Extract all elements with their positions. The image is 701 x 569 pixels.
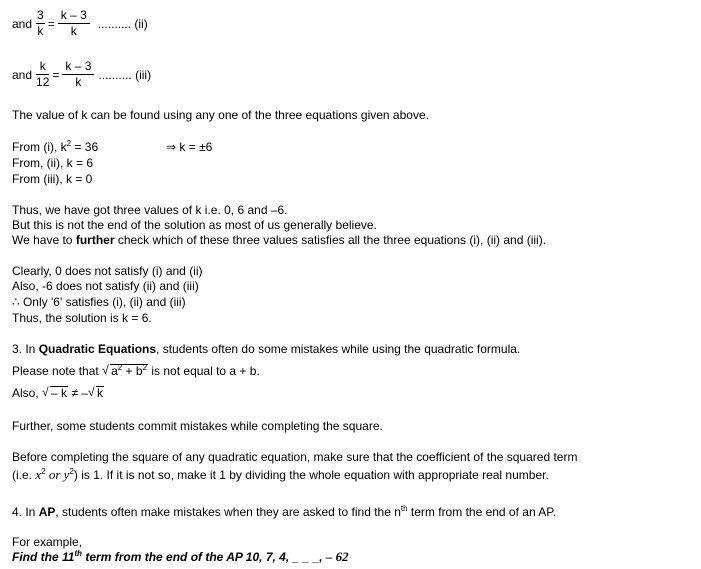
fraction-rhs: $\frac{k - 3}{k}$: [58, 8, 90, 39]
square-root: √ k: [87, 385, 103, 400]
square-root: √ $a^2 + b^2$: [102, 363, 148, 378]
section-3-heading: 3. In Quadratic Equations, students often do some mistakes while using the quadratic formula.: [12, 342, 521, 356]
section-4-heading: 4. In AP, students often make mistakes when they are asked to find the $n^{th}$ term from the end of an AP.: [12, 504, 557, 519]
therefore-line: ∴ Only '6' satisfies (i), (ii) and (iii): [12, 295, 186, 309]
paragraph-further-check: We have to further check which of these three values satisfies all the three equations (i), (ii) and (iii).: [12, 233, 547, 247]
before-completing-line: Before completing the square of any quadratic equation, make sure that the coefficient of the squared term: [12, 450, 578, 464]
equation-iii: [12, 59, 151, 90]
implies-result: ⇒ k = ±6: [166, 140, 213, 154]
paragraph-value-of-k: The value of k can be found using any one of the three equations given above.: [12, 108, 429, 122]
fraction-rhs: $\frac{k - 3}{k}$: [62, 59, 94, 90]
also-line: Also, -6 does not satisfy (ii) and (iii): [12, 279, 199, 293]
equation-ii: [12, 8, 148, 39]
therefore-symbol: ∴: [12, 295, 20, 309]
please-note-line: Please note that √ $a^2 + b^2$ is not equal to a + b.: [12, 363, 260, 378]
fraction-lhs: $\frac{3}{k}$: [37, 8, 44, 38]
for-example-line: For example,: [12, 535, 83, 549]
paragraph-three-values: Thus, we have got three values of k i.e. 0, 6 and –6.: [12, 203, 288, 217]
coefficient-line: (i.e. $x^2$ or $y^2$) is 1. If it is not so, make it 1 by dividing the whole equation with appropriate real number.: [12, 467, 549, 482]
square-root: √ – k: [42, 385, 68, 400]
further-line: Further, some students commit mistakes while completing the square.: [12, 419, 383, 433]
also-sqrt-line: Also, √ – k ≠ – √ k: [12, 385, 103, 400]
equation-lead: and: [12, 67, 33, 82]
equation-tag: .......... (iii): [98, 67, 152, 82]
from-iii-line: From (iii), k = 0: [12, 172, 93, 186]
equation-lead: and: [12, 16, 33, 31]
equals-sign: =: [47, 16, 55, 31]
clearly-line: Clearly, 0 does not satisfy (i) and (ii): [12, 264, 203, 278]
find-term-line: Find the 11th term from the end of the AP 10, 7, 4, _ _ _, – 62: [12, 549, 349, 564]
paragraph-not-end: But this is not the end of the solution as most of us generally believe.: [12, 218, 377, 232]
from-ii-line: From, (ii), k = 6: [12, 156, 94, 170]
from-i-line: From (i), $k^2 = 36$ ⇒ k = ±6: [12, 139, 213, 154]
solution-line: Thus, the solution is k = 6.: [12, 311, 152, 325]
equals-sign: =: [52, 67, 60, 82]
fraction-lhs: $\frac{k}{12}$: [36, 59, 50, 89]
equation-tag: .......... (ii): [97, 16, 148, 31]
